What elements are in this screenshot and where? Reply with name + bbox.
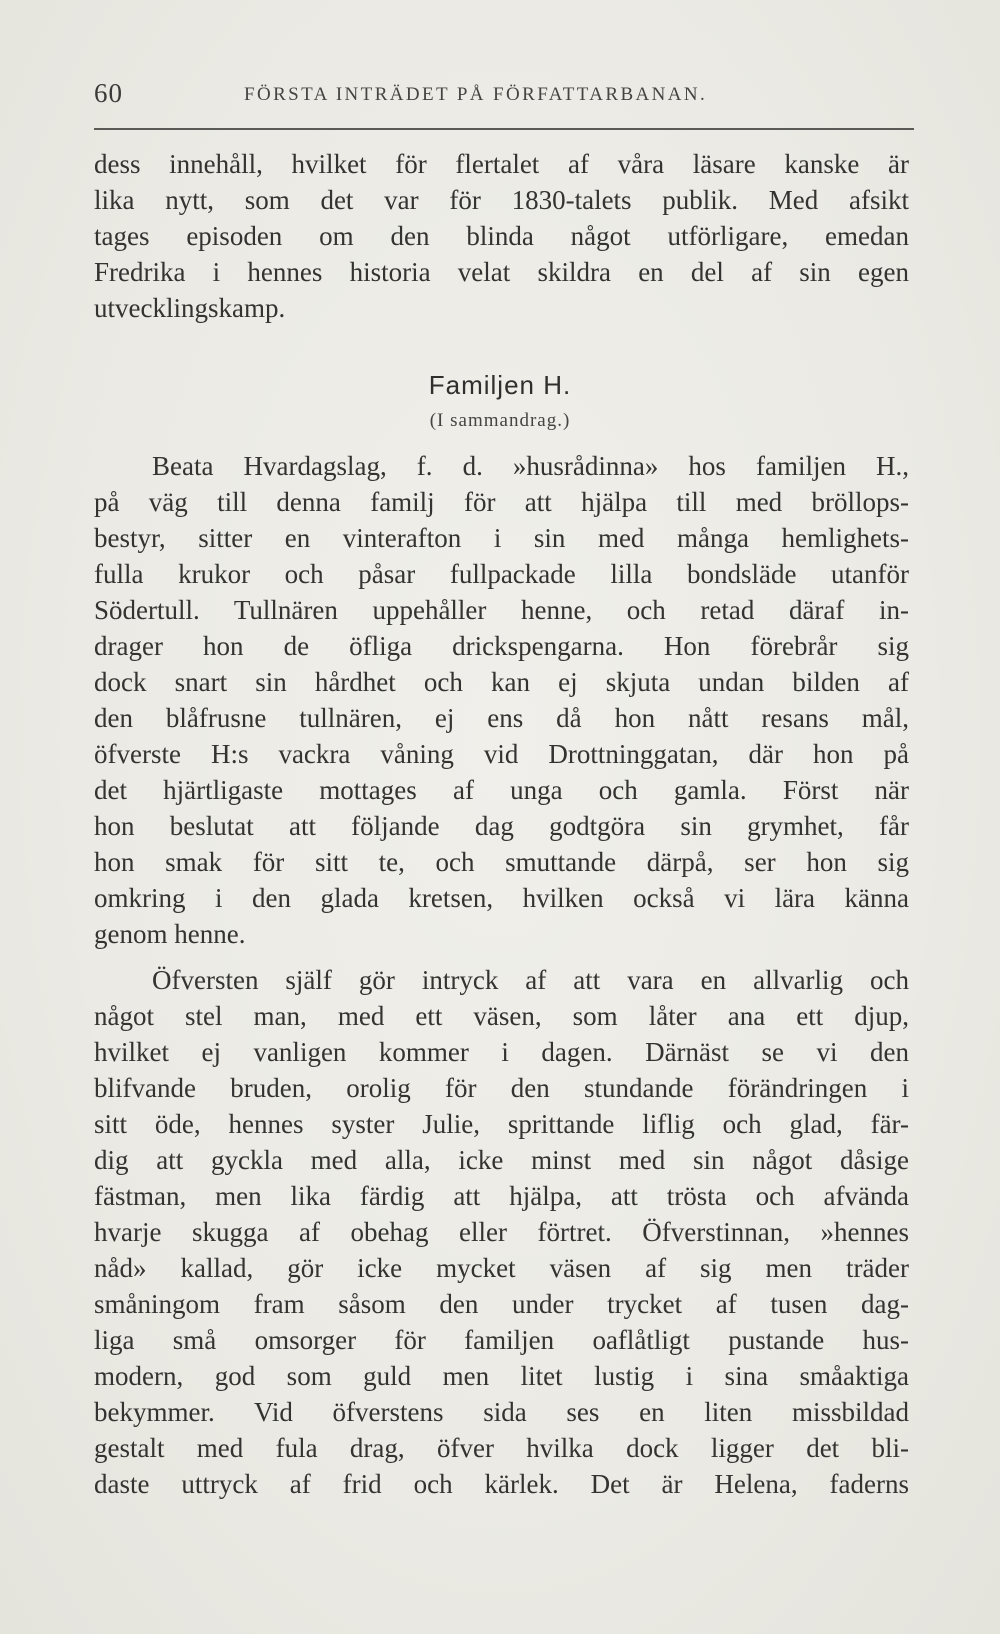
text-line: bekymmer. Vid öfverstens sida ses en liten missbildad — [94, 1397, 909, 1427]
text-line: hvarje skugga af obehag eller förtret. Öfverstinnan, »hennes — [94, 1217, 909, 1247]
text-line: något stel man, med ett väsen, som låter ana ett djup, — [94, 1001, 909, 1031]
text-line: Öfversten själf gör intryck af att vara en allvarlig och — [152, 965, 909, 995]
text-line: gestalt med fula drag, öfver hvilka dock ligger det bli- — [94, 1433, 909, 1463]
text-line: daste uttryck af frid och kärlek. Det är Helena, faderns — [94, 1469, 909, 1499]
text-line: på väg till denna familj för att hjälpa till med bröllops- — [94, 487, 909, 517]
text-line: hon beslutat att följande dag godtgöra sin grymhet, får — [94, 811, 909, 841]
section-title: Familjen H. — [428, 370, 572, 400]
text-line: dig att gyckla med alla, icke minst med sin något dåsige — [94, 1145, 909, 1175]
text-line: Beata Hvardagslag, f. d. »husrådinna» hos familjen H., — [152, 451, 909, 481]
text-line: sitt öde, hennes syster Julie, sprittande liflig och glad, fär- — [94, 1109, 909, 1139]
text-line: lika nytt, som det var för 1830-talets publik. Med afsikt — [94, 185, 909, 215]
page-number: 60 — [94, 78, 123, 108]
text-line: modern, god som guld men litet lustig i sina småaktiga — [94, 1361, 909, 1391]
text-line: den blåfrusne tullnären, ej ens då hon nått resans mål, — [94, 703, 909, 733]
text-line: liga små omsorger för familjen oaflåtligt pustande hus- — [94, 1325, 909, 1355]
running-title: FÖRSTA INTRÄDET PÅ FÖRFATTARBANAN. — [244, 84, 708, 105]
text-line: dock snart sin hårdhet och kan ej skjuta undan bilden af — [94, 667, 909, 697]
text-line: fästman, men lika färdig att hjälpa, att trösta och afvända — [94, 1181, 909, 1211]
text-line: genom henne. — [94, 919, 246, 949]
text-line: utvecklingskamp. — [94, 293, 286, 323]
text-line: hvilket ej vanligen kommer i dagen. Därnäst se vi den — [94, 1037, 909, 1067]
text-line: Södertull. Tullnären uppehåller henne, och retad däraf in- — [94, 595, 909, 625]
text-line: hon smak för sitt te, och smuttande därpå, ser hon sig — [94, 847, 909, 877]
text-line: drager hon de öfliga drickspengarna. Hon förebrår sig — [94, 631, 909, 661]
running-head — [94, 78, 914, 112]
text-line: småningom fram såsom den under trycket af tusen dag- — [94, 1289, 909, 1319]
text-line: dess innehåll, hvilket för flertalet af våra läsare kanske är — [94, 149, 909, 179]
section-subtitle: (I sammandrag.) — [429, 410, 571, 431]
text-line: fulla krukor och påsar fullpackade lilla bondsläde utanför — [94, 559, 909, 589]
text-line: omkring i den glada kretsen, hvilken också vi lära känna — [94, 883, 909, 913]
text-line: nåd» kallad, gör icke mycket väsen af sig men träder — [94, 1253, 909, 1283]
text-line: bestyr, sitter en vinterafton i sin med många hemlighets- — [94, 523, 909, 553]
text-line: öfverste H:s vackra våning vid Drottninggatan, där hon på — [94, 739, 909, 769]
header-rule — [94, 128, 914, 130]
text-line: tages episoden om den blinda något utförligare, emedan — [94, 221, 909, 251]
text-line: blifvande bruden, orolig för den stundande förändringen i — [94, 1073, 909, 1103]
text-line: det hjärtligaste mottages af unga och gamla. Först när — [94, 775, 909, 805]
text-line: Fredrika i hennes historia velat skildra en del af sin egen — [94, 257, 909, 287]
